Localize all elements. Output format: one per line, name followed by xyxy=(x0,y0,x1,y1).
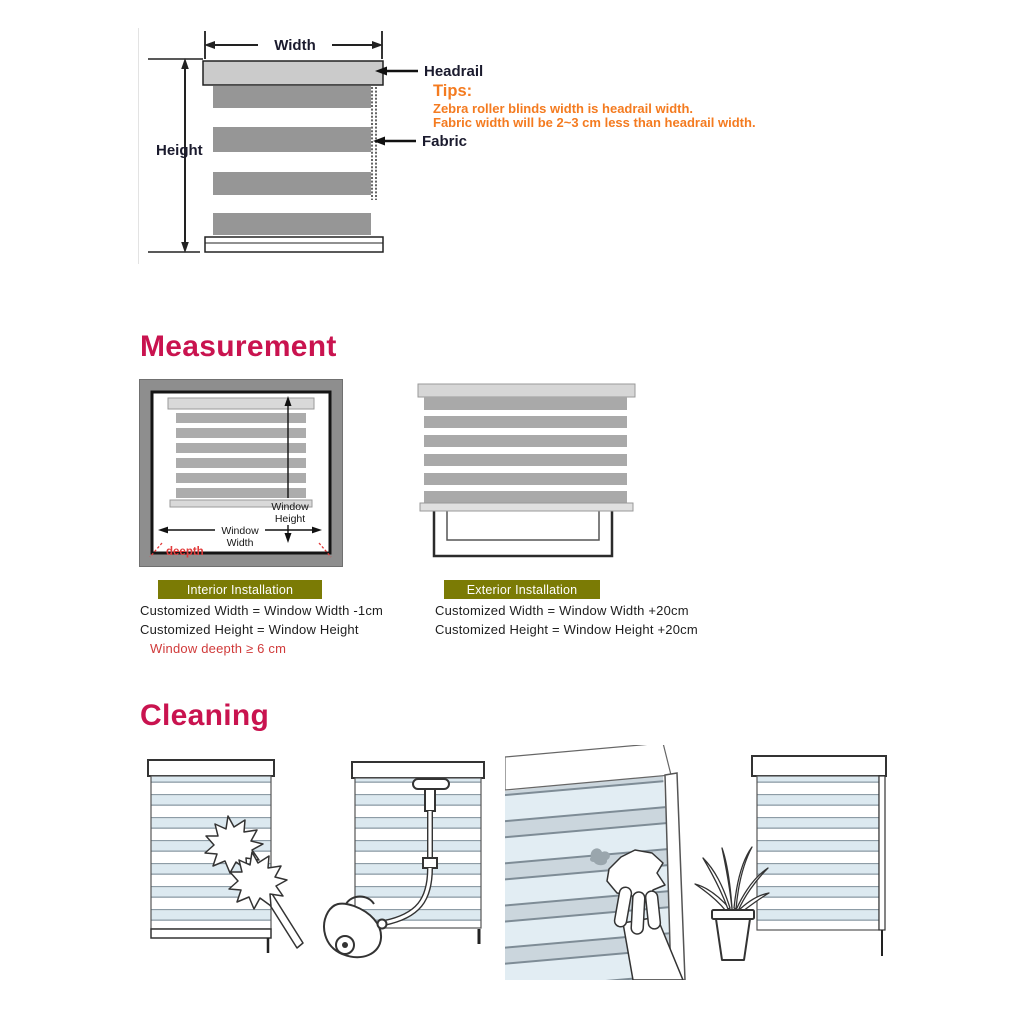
interior-formula-height: Customized Height = Window Height xyxy=(140,622,359,637)
blind-headrail xyxy=(168,398,314,409)
blind-bottom-rail xyxy=(420,503,633,511)
interior-formula-width: Customized Width = Window Width -1cm xyxy=(140,603,384,618)
blind-headrail xyxy=(148,760,274,776)
interior-formulas xyxy=(140,601,383,658)
tips-title: Tips: xyxy=(433,82,473,100)
cleaning-wipe-illustration xyxy=(505,745,705,980)
exterior-formula-width: Customized Width = Window Width +20cm xyxy=(435,603,689,618)
interior-installation-diagram xyxy=(138,378,344,568)
fabric-label: Fabric xyxy=(422,133,468,150)
fabric-stripes xyxy=(213,86,371,235)
window-width-label-1: Window xyxy=(221,525,259,537)
exterior-installation-badge: Exterior Installation xyxy=(444,580,600,599)
window-height-label-1: Window xyxy=(271,501,309,513)
cleaning-vacuum-illustration xyxy=(318,748,510,980)
interior-depth-note: Window deepth ≥ 6 cm xyxy=(150,641,287,656)
exterior-formulas xyxy=(435,601,698,639)
cleaning-heading: Cleaning xyxy=(140,699,270,732)
measurement-heading: Measurement xyxy=(140,330,337,363)
cleaning-plant-illustration xyxy=(690,748,895,973)
interior-installation-badge: Interior Installation xyxy=(158,580,322,599)
blind-headrail xyxy=(418,384,635,397)
bottom-rail xyxy=(205,237,383,252)
exterior-installation-diagram xyxy=(416,378,638,563)
window-height-label-2: Height xyxy=(274,513,306,525)
tips-line-1: Zebra roller blinds width is headrail width. xyxy=(433,101,694,116)
height-label: Height xyxy=(156,142,203,159)
fabric-pointer-arrow xyxy=(373,137,385,146)
bead-chain xyxy=(372,87,376,200)
headrail-label: Headrail xyxy=(424,63,484,80)
blind-headrail xyxy=(352,762,484,778)
exterior-formula-height: Customized Height = Window Height +20cm xyxy=(435,622,698,637)
width-label: Width xyxy=(274,37,316,54)
blind-fabric xyxy=(757,776,879,930)
depth-label: deepth xyxy=(166,546,204,558)
blind-headrail xyxy=(752,756,886,776)
blind-bottom-rail xyxy=(151,929,271,938)
blind-stripes xyxy=(424,397,627,503)
cleaning-duster-illustration xyxy=(140,748,340,976)
size-diagram xyxy=(140,28,840,268)
tips-line-2: Fabric width will be 2~3 cm less than headrail width. xyxy=(433,115,756,130)
headrail-bar xyxy=(203,61,383,85)
left-edge-line xyxy=(138,28,139,264)
window-width-label-2: Width xyxy=(226,537,254,549)
blind-side-rail xyxy=(879,776,885,930)
